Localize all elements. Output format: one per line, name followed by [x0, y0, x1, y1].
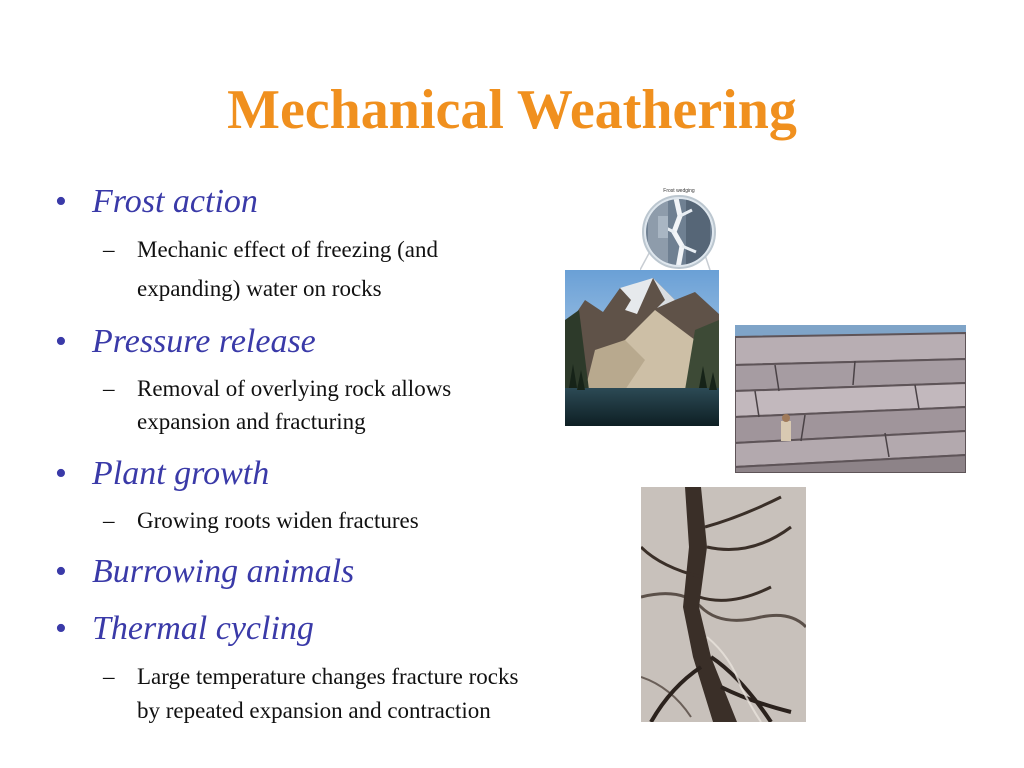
tree-roots-photo: [641, 487, 806, 722]
dash: –: [103, 664, 115, 689]
sub-bullet-text: Mechanic effect of freezing (and: [137, 237, 438, 262]
bullet-dot: •: [55, 553, 67, 590]
dash: –: [103, 508, 115, 533]
sub-bullet-text-continued: expansion and fracturing: [137, 409, 366, 434]
mountain-photo: [565, 270, 719, 426]
sub-bullet-text-continued: by repeated expansion and contraction: [137, 698, 491, 723]
bullet-label: Pressure release: [92, 323, 316, 360]
frost-wedging-inset-image: [640, 186, 718, 272]
sub-bullet: [103, 660, 519, 723]
sub-bullet-text: Large temperature changes fracture rocks: [137, 664, 519, 689]
frost-inset-caption: Frost wedging: [663, 188, 695, 194]
sub-bullet: [103, 233, 438, 301]
bullet-label: Plant growth: [92, 455, 270, 492]
bullet-dot: •: [55, 323, 67, 360]
exfoliation-ledges-photo: [735, 325, 966, 473]
sub-bullet-text: Growing roots widen fractures: [137, 508, 419, 533]
dash: –: [103, 237, 115, 262]
sub-bullet: [103, 504, 419, 538]
bullet-label: Frost action: [92, 183, 258, 220]
bullet-thermal-cycling: [55, 609, 314, 649]
slide-title: Mechanical Weathering: [227, 79, 797, 141]
bullet-dot: •: [55, 610, 67, 647]
sub-bullet: [103, 372, 452, 434]
bullet-frost-action: [55, 182, 258, 222]
bullet-dot: •: [55, 183, 67, 220]
bullet-plant-growth: [55, 454, 269, 494]
sub-bullet-text: Removal of overlying rock allows: [137, 376, 452, 401]
bullet-label: Burrowing animals: [92, 553, 355, 590]
bullet-label: Thermal cycling: [92, 610, 314, 647]
bullet-pressure-release: [55, 322, 316, 362]
bullet-burrowing-animals: [55, 552, 354, 592]
sub-bullet-text-continued: expanding) water on rocks: [137, 276, 382, 301]
dash: –: [103, 376, 115, 401]
bullet-dot: •: [55, 455, 67, 492]
